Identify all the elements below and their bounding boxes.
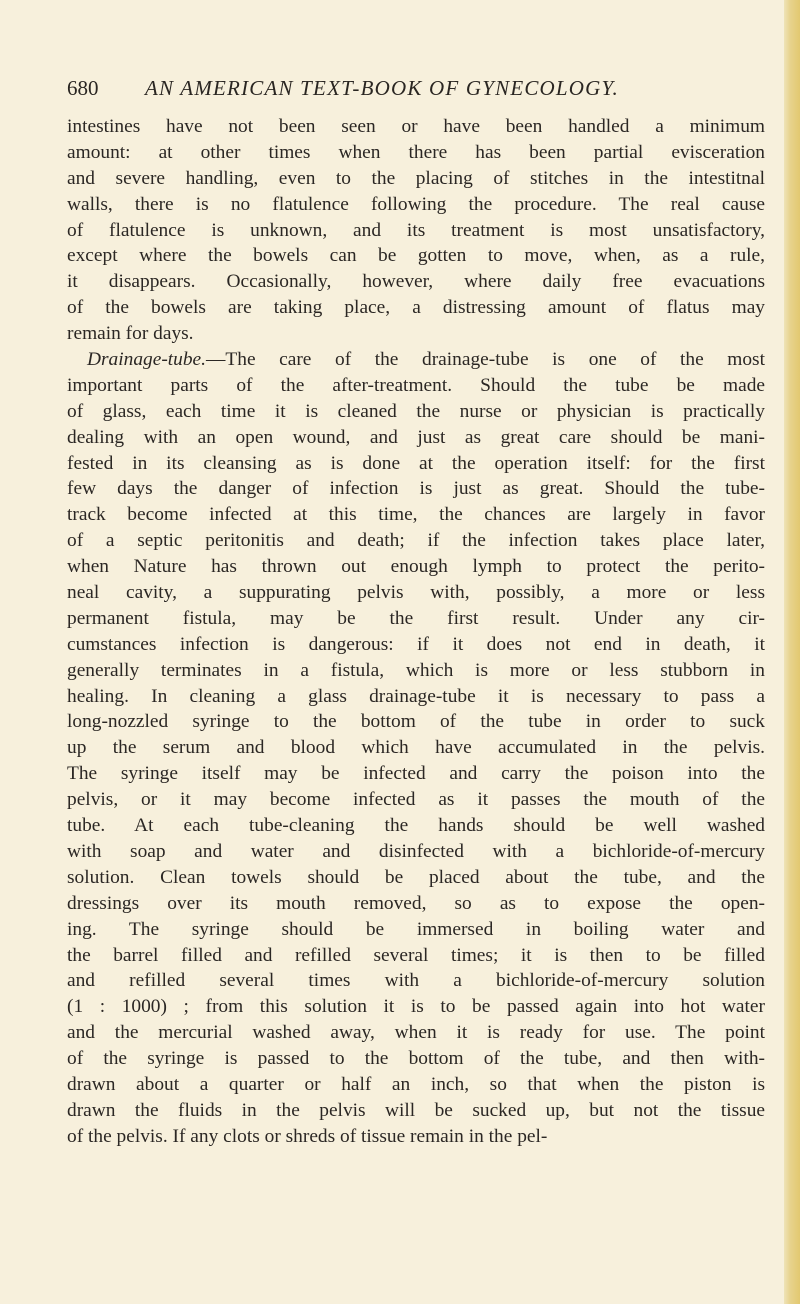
text-line: and refilled several times with a bichloride-of-mercury solution [67,970,765,992]
text-line: of glass, each time it is cleaned the nurse or physician is practically [67,400,765,422]
text-line: intestines have not been seen or have been handled a minimum [67,116,765,137]
text-line: with soap and water and disinfected with a bichloride-of-mercury [67,840,765,862]
text-line: of the syringe is passed to the bottom of the tube, and then with- [67,1048,765,1070]
text-line: fested in its cleansing as is done at the operation itself: for the first [67,452,765,474]
text-line: drawn about a quarter or half an inch, so that when the piston is [67,1073,765,1095]
text-line: The syringe itself may be infected and carry the poison into the [67,763,765,785]
text-line: of a septic peritonitis and death; if the infection takes place later, [67,530,765,552]
text-run: —The care of the drainage-tube is one of the most [206,349,765,371]
text-line: of the bowels are taking place, a distressing amount of flatus may [67,297,765,319]
page-header [67,76,767,102]
text-line: healing. In cleaning a glass drainage-tube it is necessary to pass a [67,685,765,707]
text-line: track become infected at this time, the chances are largely in favor [67,504,765,526]
text-line: up the serum and blood which have accumulated in the pelvis. [67,737,765,759]
text-line: (1 : 1000) ; from this solution it is to be passed again into hot water [67,996,765,1018]
text-line: cumstances infection is dangerous: if it does not end in death, it [67,633,765,655]
section-heading: Drainage-tube. [87,349,207,371]
text-line: when Nature has thrown out enough lymph to protect the perito- [67,556,765,578]
text-line: neal cavity, a suppurating pelvis with, possibly, a more or less [67,582,765,604]
page-number: 680 [67,76,99,100]
text-line: walls, there is no flatulence following the procedure. The real cause [67,193,765,215]
text-line: solution. Clean towels should be placed about the tube, and the [67,866,765,888]
text-line: dealing with an open wound, and just as great care should be mani- [67,426,765,448]
text-line: remain for days. [67,323,194,345]
text-line: and the mercurial washed away, when it is ready for use. The point [67,1022,765,1044]
text-line: ing. The syringe should be immersed in boiling water and [67,918,765,940]
text-line: amount: at other times when there has been partial evisceration [67,141,765,163]
text-line: it disappears. Occasionally, however, where daily free evacuations [67,271,765,293]
text-line: tube. At each tube-cleaning the hands should be well washed [67,815,765,837]
text-line: few days the danger of infection is just as great. Should the tube- [67,478,765,500]
text-line: important parts of the after-treatment. Should the tube be made [67,374,765,396]
body-text [67,114,765,1150]
text-line: drawn the fluids in the pelvis will be sucked up, but not the tissue [67,1099,765,1121]
text-line: permanent fistula, may be the first result. Under any cir- [67,607,765,629]
page-edge [784,0,800,1304]
text-line: generally terminates in a fistula, which is more or less stubborn in [67,659,765,681]
text-line: of the pelvis. If any clots or shreds of tissue remain in the pel- [67,1125,548,1147]
running-head: AN AMERICAN TEXT-BOOK OF GYNECOLOGY. [145,76,619,100]
text-line: of flatulence is unknown, and its treatment is most unsatisfactory, [67,219,765,241]
paragraph-line [67,347,765,373]
text-line: and severe handling, even to the placing of stitches in the intestitnal [67,167,765,189]
text-line: long-nozzled syringe to the bottom of the tube in order to suck [67,711,765,733]
text-line: dressings over its mouth removed, so as to expose the open- [67,892,765,914]
text-line: except where the bowels can be gotten to move, when, as a rule, [67,245,765,267]
text-line: pelvis, or it may become infected as it passes the mouth of the [67,789,765,811]
text-line: the barrel filled and refilled several times; it is then to be filled [67,944,765,966]
